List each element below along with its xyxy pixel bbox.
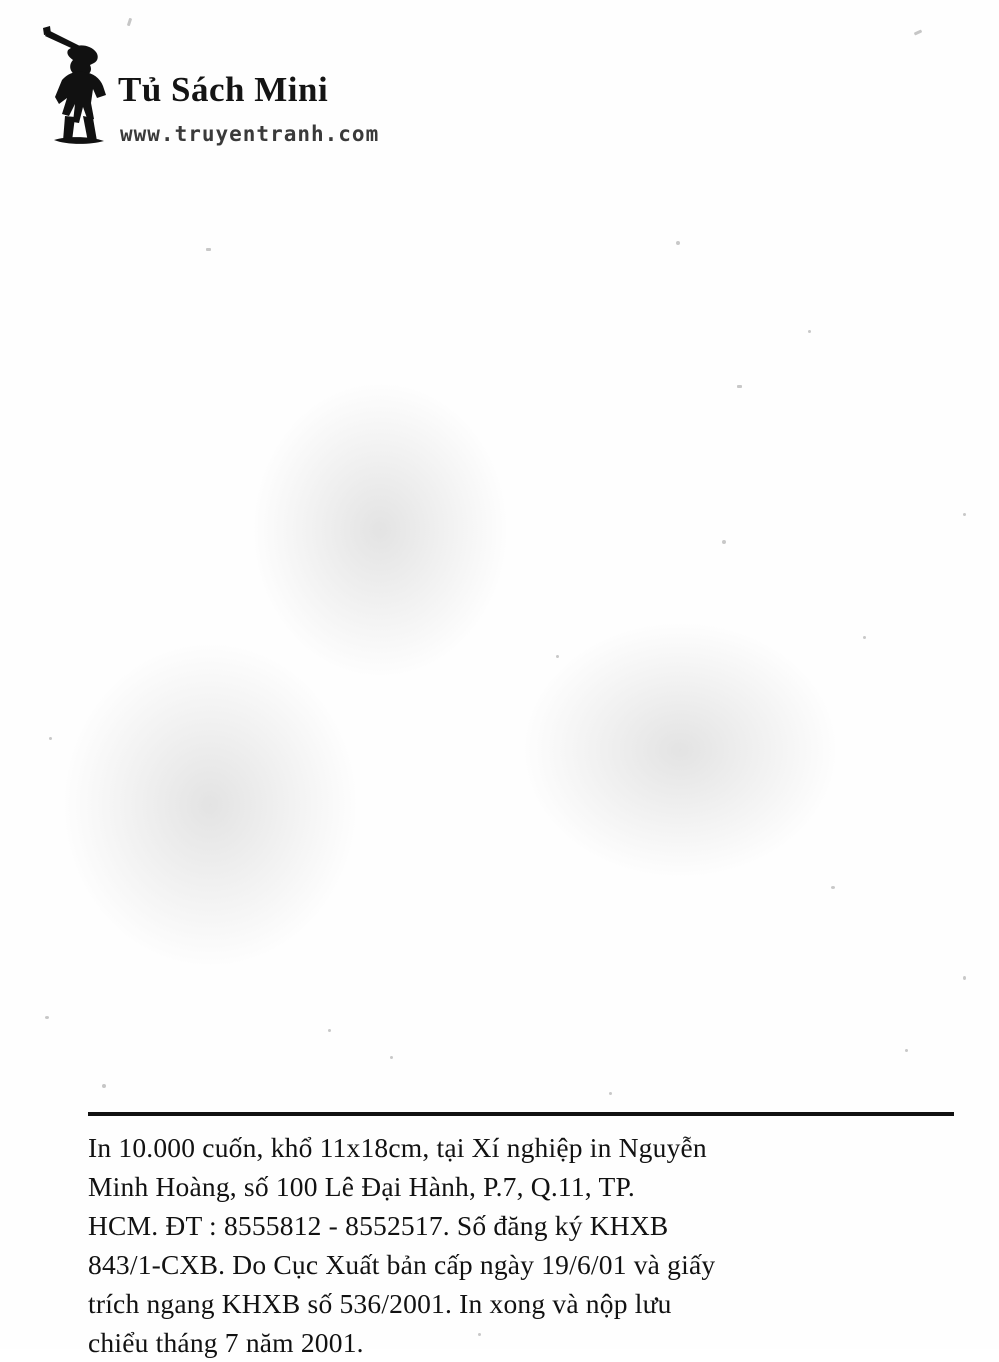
samurai-silhouette-icon xyxy=(38,24,116,146)
scan-smudge xyxy=(60,640,360,970)
colophon-line: chiểu tháng 7 năm 2001. xyxy=(88,1327,364,1358)
scan-smudge xyxy=(250,380,510,680)
colophon-block xyxy=(88,1112,954,1362)
colophon-line: HCM. ĐT : 8555812 - 8552517. Số đăng ký KHXB xyxy=(88,1210,669,1241)
colophon-line: trích ngang KHXB số 536/2001. In xong và nộp lưu xyxy=(88,1288,672,1319)
publisher-url: www.truyentranh.com xyxy=(120,122,380,146)
colophon-line: 843/1-CXB. Do Cục Xuất bản cấp ngày 19/6/01 và giấy xyxy=(88,1249,716,1280)
colophon-text xyxy=(88,1128,954,1362)
scan-smudge xyxy=(520,620,840,880)
publisher-title: Tủ Sách Mini xyxy=(118,70,329,109)
colophon-divider xyxy=(88,1112,954,1116)
colophon-line: Minh Hoàng, số 100 Lê Đại Hành, P.7, Q.11, TP. xyxy=(88,1171,635,1202)
publisher-watermark xyxy=(30,22,410,152)
colophon-line: In 10.000 cuốn, khổ 11x18cm, tại Xí nghiệp in Nguyễn xyxy=(88,1132,707,1163)
